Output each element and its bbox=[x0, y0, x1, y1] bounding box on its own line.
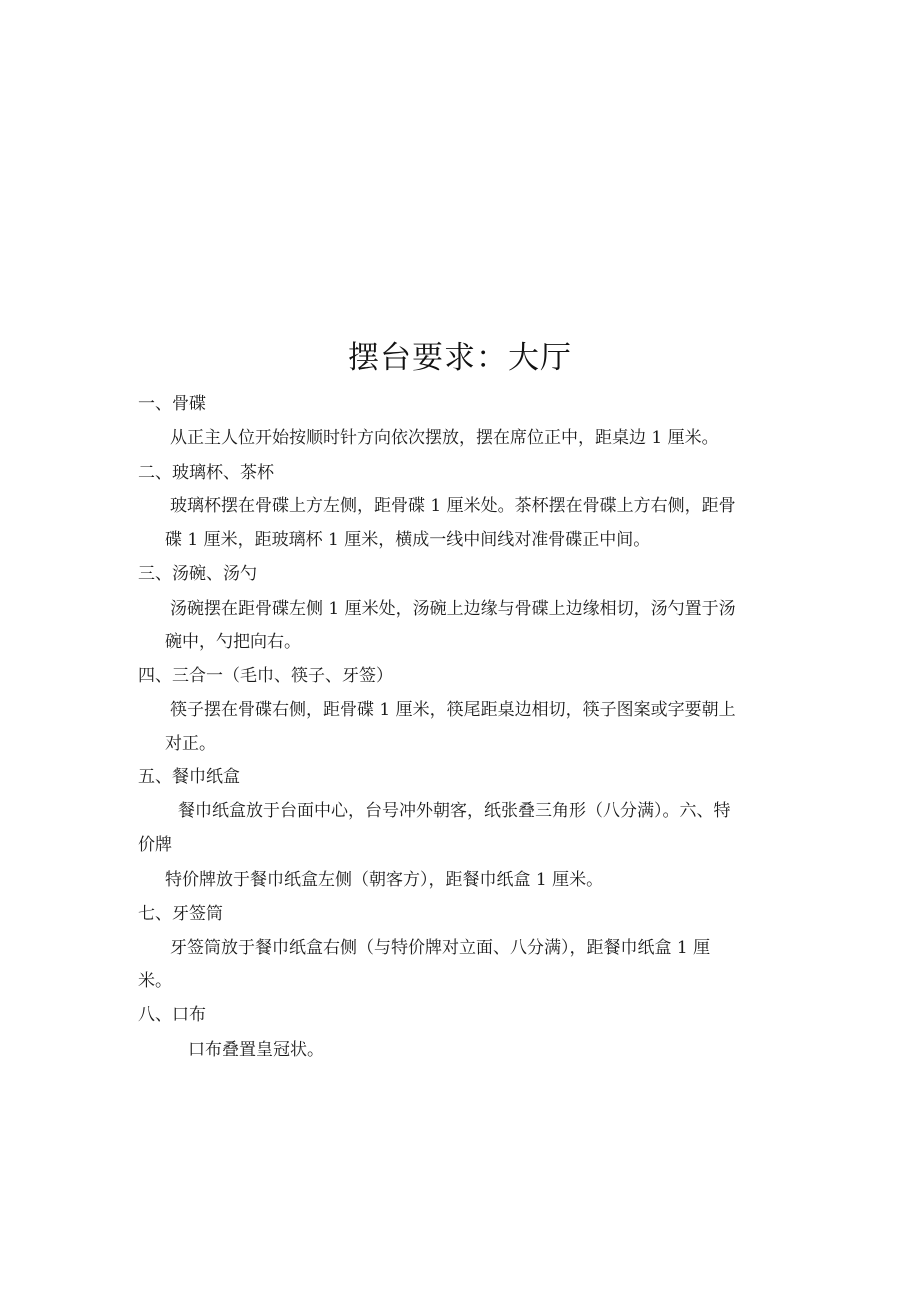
section-text-2-line-1: 玻璃杯摆在骨碟上方左侧，距骨碟 1 厘米处。茶杯摆在骨碟上方右侧，距骨 bbox=[170, 496, 736, 516]
section-text-4-line-2: 对正。 bbox=[165, 734, 216, 754]
section-text-8-line-1: 口布叠置皇冠状。 bbox=[188, 1040, 324, 1060]
section-heading-7: 七、牙签筒 bbox=[138, 904, 223, 924]
section-heading-4: 四、三合一（毛巾、筷子、牙签） bbox=[138, 666, 393, 686]
section-heading-5: 五、餐巾纸盒 bbox=[138, 767, 240, 787]
page-title: 摆台要求：大厅 bbox=[348, 340, 572, 376]
section-heading-8: 八、口布 bbox=[138, 1005, 206, 1025]
section-heading-3: 三、汤碗、汤勺 bbox=[138, 564, 257, 584]
section-text-7-line-2: 米。 bbox=[138, 971, 172, 991]
section-text-5-line-1: 餐巾纸盒放于台面中心，台号冲外朝客，纸张叠三角形（八分满）。六、特 bbox=[178, 801, 731, 821]
section-heading-2: 二、玻璃杯、茶杯 bbox=[138, 463, 274, 483]
section-text-7-line-1: 牙签筒放于餐巾纸盒右侧（与特价牌对立面、八分满），距餐巾纸盒 1 厘 bbox=[170, 938, 711, 958]
section-text-2-line-2: 碟 1 厘米，距玻璃杯 1 厘米，横成一线中间线对准骨碟正中间。 bbox=[165, 530, 651, 550]
section-heading-1: 一、骨碟 bbox=[138, 394, 206, 414]
section-text-4-line-1: 筷子摆在骨碟右侧，距骨碟 1 厘米，筷尾距桌边相切，筷子图案或字要朝上 bbox=[170, 700, 736, 720]
section-text-3-line-1: 汤碗摆在距骨碟左侧 1 厘米处，汤碗上边缘与骨碟上边缘相切，汤勺置于汤 bbox=[170, 599, 736, 619]
section-text-5-line-2: 价牌 bbox=[138, 835, 172, 855]
section-text-5-line-3: 特价牌放于餐巾纸盒左侧（朝客方），距餐巾纸盒 1 厘米。 bbox=[165, 870, 604, 890]
section-text-1-line-1: 从正主人位开始按顺时针方向依次摆放，摆在席位正中，距桌边 1 厘米。 bbox=[170, 428, 719, 448]
section-text-3-line-2: 碗中，勺把向右。 bbox=[165, 632, 301, 652]
